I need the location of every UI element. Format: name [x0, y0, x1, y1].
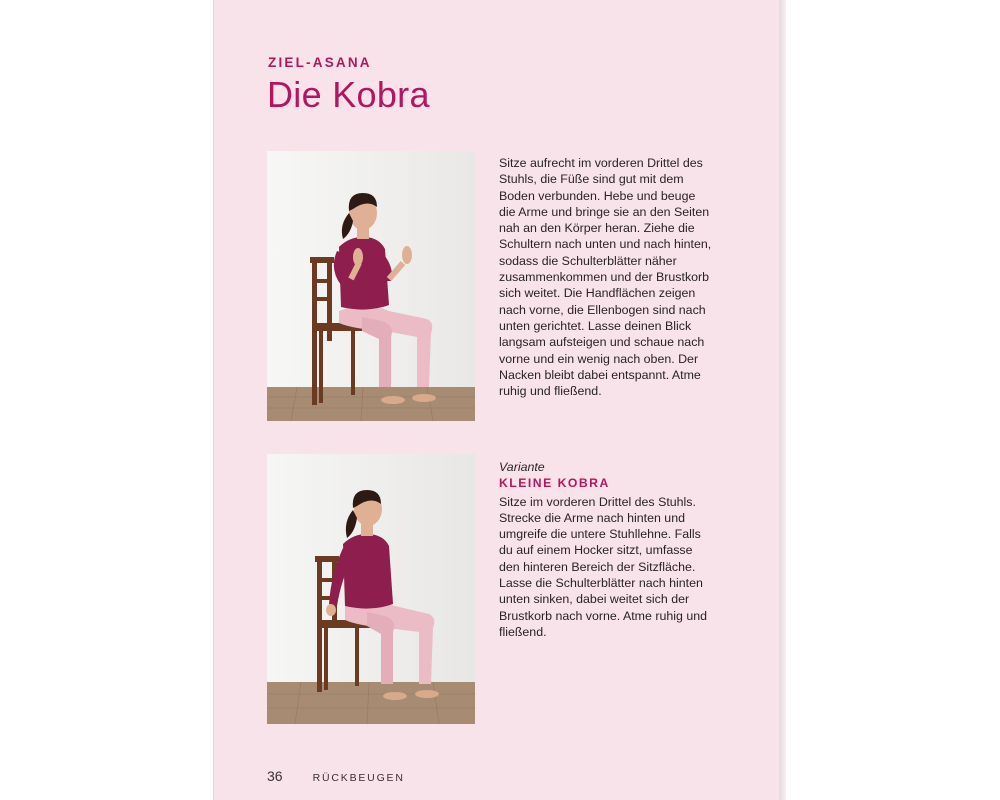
variant-block: [499, 459, 714, 640]
variant-label: Variante: [499, 460, 545, 474]
pose-instructions: [499, 155, 714, 399]
section-kicker: ZIEL-ASANA: [268, 55, 372, 70]
chapter-name: RÜCKBEUGEN: [312, 772, 405, 784]
book-page: [213, 0, 780, 800]
page-footer: [267, 768, 405, 784]
page-number: 36: [267, 768, 283, 784]
cobra-pose-photo: [267, 151, 475, 421]
pose-instructions-text: Sitze aufrecht im vorderen Drittel des Stuhls, die Füße sind gut mit dem Boden verbunden. Hebe und beuge die Arme und bringe sie an den Seiten nah an den Körper heran. Ziehe die Schultern nach unten und nach hinten, sodass die Schulterblätter näher zusammenkommen und der Brustkorb sich weitet. Die Handflächen zeigen nach vorne, die Ellenbogen sind nach unten gerichtet. Lasse deinen Blick langsam aufsteigen und schaue nach vorne und ein wenig nach oben. Der Nacken bleibt dabei entspannt. Atme ruhig und fließend.: [499, 156, 712, 399]
variant-instructions-text: Sitze im vorderen Drittel des Stuhls. Strecke die Arme nach hinten und umgreife die untere Stuhllehne. Falls du auf einem Hocker sitzt, umfasse den hinteren Bereich der Sitzfläche. Lasse die Schulterblätter nach hinten unten sinken, dabei weitet sich der Brustkorb nach vorne. Atme ruhig und fließend.: [499, 494, 708, 639]
page-title: Die Kobra: [267, 74, 430, 115]
page-edge-shadow: [779, 0, 786, 800]
small-cobra-pose-photo: [267, 454, 475, 724]
variant-title: KLEINE KOBRA: [499, 476, 610, 491]
